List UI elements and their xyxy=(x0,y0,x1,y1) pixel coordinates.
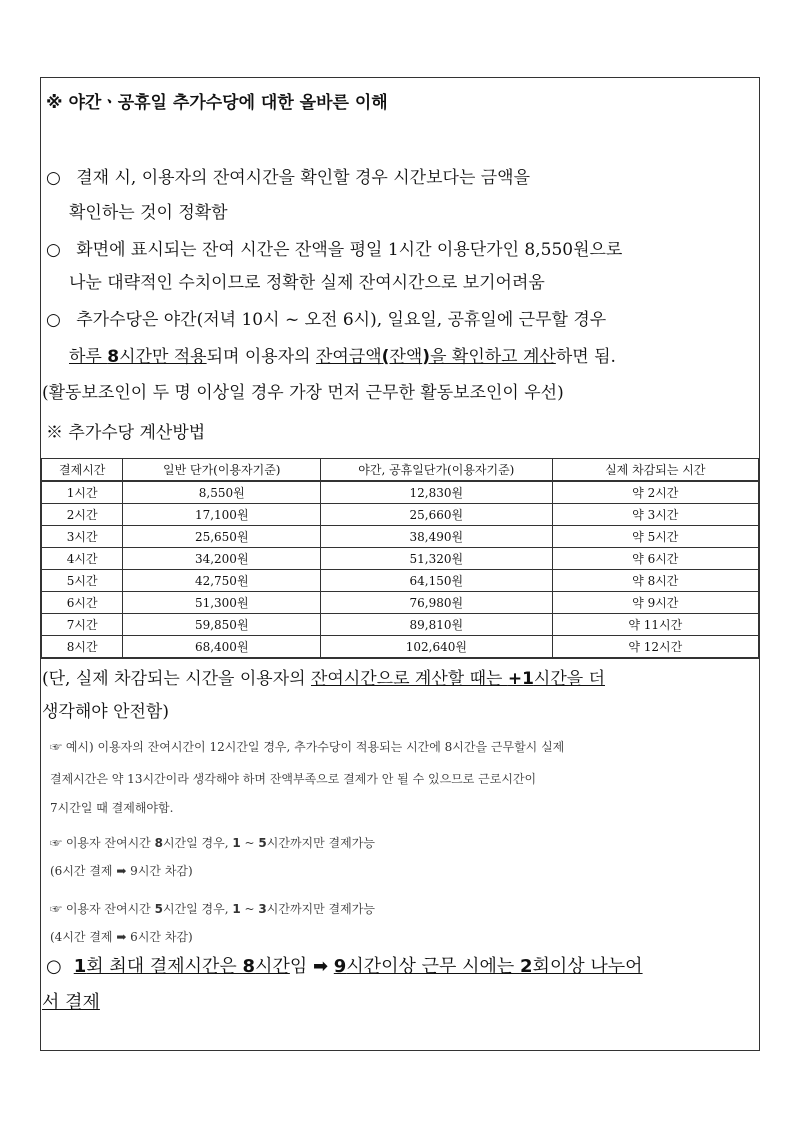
table-cell: 약 2시간 xyxy=(552,481,758,504)
table-cell: 34,200원 xyxy=(123,548,321,570)
table-cell: 25,660원 xyxy=(321,504,552,526)
bullet: ○ xyxy=(46,956,62,977)
header-cell: 실제 차감되는 시간 xyxy=(552,459,758,482)
table-row xyxy=(42,548,759,570)
table-cell: 51,320원 xyxy=(321,548,552,570)
table-cell: 약 11시간 xyxy=(552,614,758,636)
table-cell: 3시간 xyxy=(42,526,123,548)
paragraph-3: ○ 추가수당은 야간(저녁 10시 ~ 오전 6시), 일요일, 공휴일에 근무할 경우 xyxy=(46,310,607,330)
table-cell: 8시간 xyxy=(42,636,123,659)
table-cell: 약 6시간 xyxy=(552,548,758,570)
table-cell: 25,650원 xyxy=(123,526,321,548)
priority-note: (활동보조인이 두 명 이상일 경우 가장 먼저 근무한 활동보조인이 우선) xyxy=(42,383,564,403)
table-cell: 51,300원 xyxy=(123,592,321,614)
bullet: ○ xyxy=(46,240,61,260)
deduction-note-cont: 생각해야 안전함) xyxy=(42,702,169,722)
example-2-cont: (6시간 결제 ➡ 9시간 차감) xyxy=(50,864,193,878)
paragraph-2: ○ 화면에 표시되는 잔여 시간은 잔액을 평일 1시간 이용단가인 8,550원으로 xyxy=(46,240,623,260)
deduction-note: (단, 실제 차감되는 시간을 이용자의 잔여시간으로 계산할 때는 +1시간을 더 xyxy=(42,669,605,689)
example-1-line-3: 7시간일 때 결제해야함. xyxy=(50,801,174,815)
table-row xyxy=(42,570,759,592)
table-cell: 5시간 xyxy=(42,570,123,592)
table-header-row xyxy=(42,459,759,482)
table-cell: 7시간 xyxy=(42,614,123,636)
table-row xyxy=(42,592,759,614)
header-cell: 야간, 공휴일단가(이용자기준) xyxy=(321,459,552,482)
table-cell: 59,850원 xyxy=(123,614,321,636)
example-1-line-2: 결제시간은 약 13시간이라 생각해야 하며 잔액부족으로 결제가 안 될 수 있으므로 근로시간이 xyxy=(50,772,537,786)
table-cell: 102,640원 xyxy=(321,636,552,659)
final-paragraph: ○ 1회 최대 결제시간은 8시간임 ➡ 9시간이상 근무 시에는 2회이상 나누어 xyxy=(46,956,643,977)
table-cell: 약 3시간 xyxy=(552,504,758,526)
header-cell: 결제시간 xyxy=(42,459,123,482)
paragraph-2-cont: 나눈 대략적인 수치이므로 정확한 실제 잔여시간으로 보기어려움 xyxy=(69,273,545,293)
table-cell: 약 12시간 xyxy=(552,636,758,659)
table-row xyxy=(42,504,759,526)
table-row xyxy=(42,481,759,504)
section-title: ※ 야간ㆍ공휴일 추가수당에 대한 올바른 이해 xyxy=(46,93,388,113)
table-cell: 17,100원 xyxy=(123,504,321,526)
table-cell: 약 9시간 xyxy=(552,592,758,614)
table-cell: 2시간 xyxy=(42,504,123,526)
final-paragraph-cont: 서 결제 xyxy=(42,992,100,1013)
table-cell: 8,550원 xyxy=(123,481,321,504)
example-2: ☞ 이용자 잔여시간 8시간일 경우, 1 ~ 5시간까지만 결제가능 xyxy=(50,836,375,850)
bullet: ○ xyxy=(46,168,61,188)
table-cell: 12,830원 xyxy=(321,481,552,504)
paragraph-3-cont: 하루 8시간만 적용되며 이용자의 잔여금액(잔액)을 확인하고 계산하면 됨. xyxy=(69,347,616,367)
arrow-icon: ➡ xyxy=(312,956,329,977)
table-row xyxy=(42,526,759,548)
table-cell: 68,400원 xyxy=(123,636,321,659)
table-cell: 64,150원 xyxy=(321,570,552,592)
table-cell: 약 5시간 xyxy=(552,526,758,548)
table-cell: 38,490원 xyxy=(321,526,552,548)
paragraph-1-cont: 확인하는 것이 정확함 xyxy=(69,203,228,223)
table-row xyxy=(42,614,759,636)
header-cell: 일반 단가(이용자기준) xyxy=(123,459,321,482)
example-1-line-1: ☞ 예시) 이용자의 잔여시간이 12시간일 경우, 추가수당이 적용되는 시간에 8시간을 근무할시 실제 xyxy=(50,740,565,754)
method-title: ※ 추가수당 계산방법 xyxy=(46,423,206,443)
calc-table xyxy=(41,458,759,659)
example-3: ☞ 이용자 잔여시간 5시간일 경우, 1 ~ 3시간까지만 결제가능 xyxy=(50,902,375,916)
bullet: ○ xyxy=(46,310,61,330)
table-cell: 1시간 xyxy=(42,481,123,504)
table-row xyxy=(42,636,759,659)
paragraph-1: ○ 결재 시, 이용자의 잔여시간을 확인할 경우 시간보다는 금액을 xyxy=(46,168,531,188)
table-cell: 42,750원 xyxy=(123,570,321,592)
table-cell: 89,810원 xyxy=(321,614,552,636)
table-cell: 6시간 xyxy=(42,592,123,614)
example-3-cont: (4시간 결제 ➡ 6시간 차감) xyxy=(50,930,193,944)
table-cell: 76,980원 xyxy=(321,592,552,614)
table-cell: 약 8시간 xyxy=(552,570,758,592)
table-cell: 4시간 xyxy=(42,548,123,570)
